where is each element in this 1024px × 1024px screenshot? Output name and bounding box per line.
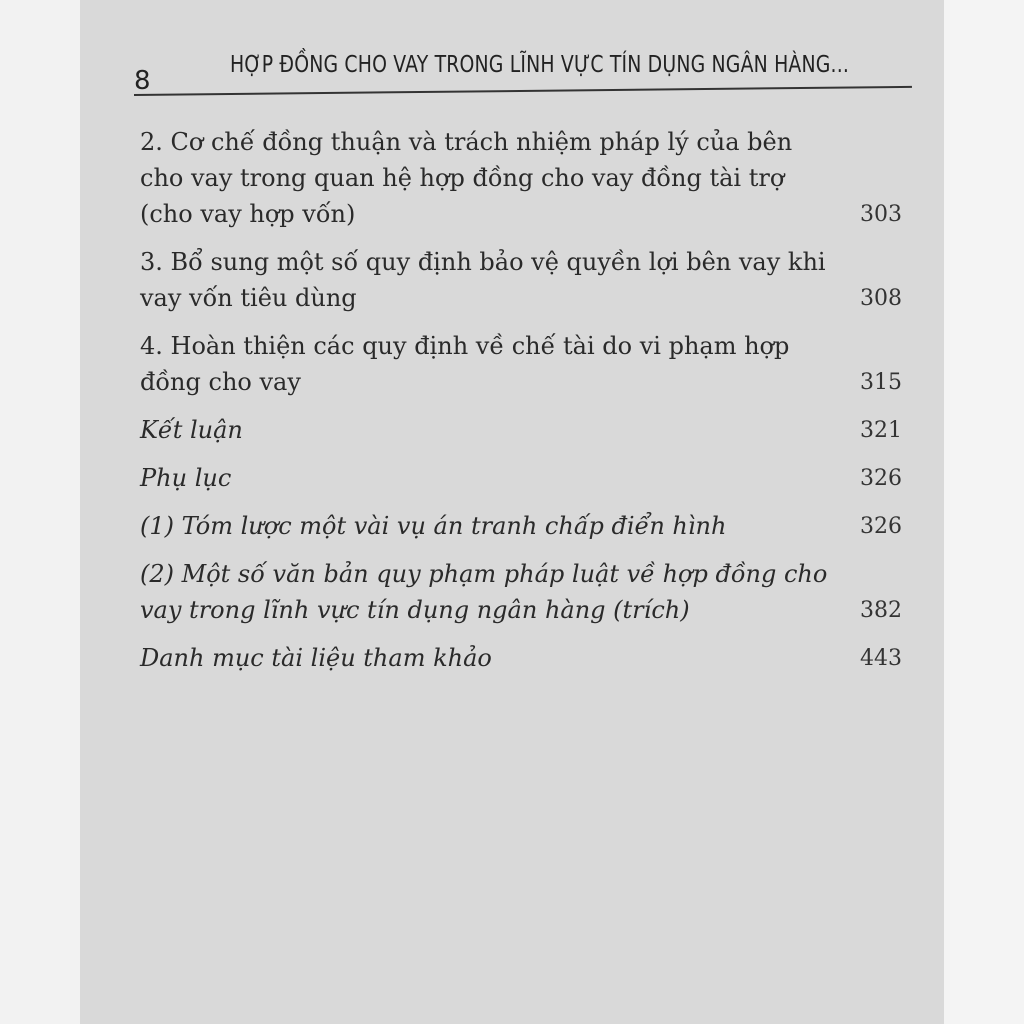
toc-entry-title: Danh mục tài liệu tham khảo (140, 644, 492, 672)
toc-entry (140, 556, 902, 628)
toc-entry (140, 124, 902, 232)
toc-entry-page: 303 (860, 202, 902, 227)
toc-entry-page: 326 (860, 514, 902, 539)
toc-entry (140, 328, 902, 400)
toc-entry-page: 315 (860, 370, 902, 395)
toc-entry-title: (1) Tóm lược một vài vụ án tranh chấp điển hình (140, 512, 727, 540)
toc-entry-page: 308 (860, 286, 902, 311)
toc-entry-title: 4. Hoàn thiện các quy định về chế tài do vi phạm hợp đồng cho vay (140, 332, 790, 396)
running-title: HỢP ĐỒNG CHO VAY TRONG LĨNH VỰC TÍN DỤNG NGÂN HÀNG... (230, 52, 850, 78)
toc-entry-page: 321 (860, 418, 902, 443)
toc-entry (140, 460, 902, 496)
table-of-contents (140, 124, 902, 688)
toc-entry-title: 2. Cơ chế đồng thuận và trách nhiệm pháp lý của bên cho vay trong quan hệ hợp đồng cho vay đồng tài trợ (cho vay hợp vốn) (140, 128, 793, 228)
toc-entry (140, 244, 902, 316)
toc-entry (140, 412, 902, 448)
toc-entry-page: 382 (860, 598, 902, 623)
toc-entry (140, 640, 902, 676)
toc-entry-title: 3. Bổ sung một số quy định bảo vệ quyền lợi bên vay khi vay vốn tiêu dùng (140, 248, 826, 312)
toc-entry-title: Phụ lục (140, 464, 232, 492)
page-number: 8 (134, 66, 151, 96)
toc-entry-page: 443 (860, 646, 902, 671)
toc-entry-title: Kết luận (140, 416, 243, 444)
toc-entry (140, 508, 902, 544)
toc-entry-page: 326 (860, 466, 902, 491)
toc-entry-title: (2) Một số văn bản quy phạm pháp luật về hợp đồng cho vay trong lĩnh vực tín dụng ngân hàng (trích) (140, 560, 828, 624)
page-margin-background (944, 0, 1024, 1024)
header-rule (134, 86, 912, 96)
page-header (134, 52, 914, 102)
